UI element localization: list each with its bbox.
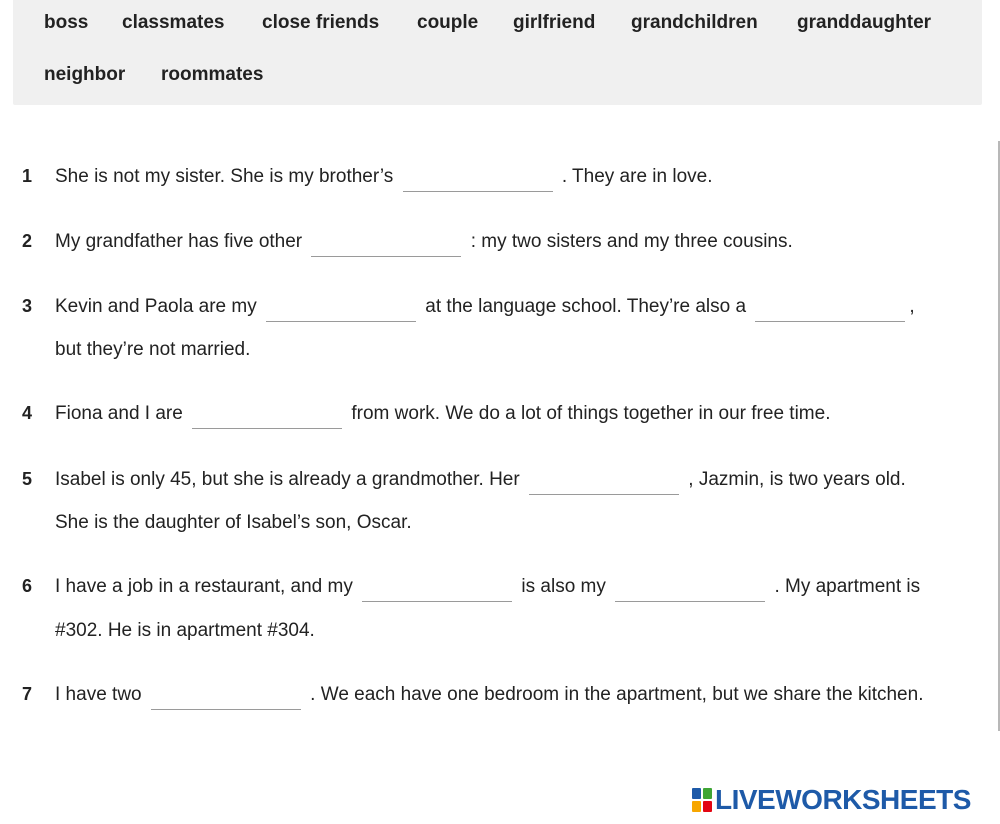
logo-square (703, 788, 712, 799)
word-bank-item: granddaughter (797, 12, 932, 33)
question-text: I have a job in a restaurant, and my (55, 576, 353, 597)
word-bank-item: couple (417, 12, 479, 33)
logo-square (692, 788, 701, 799)
question-number: 5 (22, 469, 33, 489)
question-text: Fiona and I are (55, 403, 183, 424)
question-text: but they’re not married. (55, 339, 251, 360)
answer-blank-5[interactable] (529, 472, 679, 495)
question-text: Kevin and Paola are my (55, 296, 257, 317)
question-3-line-1 (55, 295, 915, 322)
answer-blank-2[interactable] (311, 234, 461, 257)
question-number: 1 (22, 166, 33, 186)
question-text: . We each have one bedroom in the apartment, but we share the kitchen. (310, 684, 924, 705)
answer-blank-3a[interactable] (266, 299, 416, 322)
question-text: from work. We do a lot of things together in our free time. (351, 403, 831, 424)
question-text: She is not my sister. She is my brother’s (55, 166, 394, 187)
word-bank-item: girlfriend (513, 12, 596, 33)
word-bank-item: roommates (161, 64, 264, 85)
question-text: #302. He is in apartment #304. (55, 620, 315, 641)
question-text: is also my (521, 576, 606, 597)
question-6-line-1 (55, 575, 920, 602)
question-text: : my two sisters and my three cousins. (470, 231, 793, 252)
question-text: at the language school. They’re also a (425, 296, 747, 317)
word-bank-item: neighbor (44, 64, 126, 85)
question-text: . My apartment is (774, 576, 921, 597)
word-bank (13, 0, 982, 105)
answer-blank-4[interactable] (192, 406, 342, 429)
answer-blank-6a[interactable] (362, 579, 512, 602)
word-bank-item: boss (44, 12, 89, 33)
logo-text: LIVEWORKSHEETS (715, 784, 971, 815)
question-text: She is the daughter of Isabel’s son, Oscar. (55, 512, 412, 533)
question-text: My grandfather has five other (55, 231, 303, 252)
question-7-line-1 (55, 683, 923, 710)
question-5-line-1 (55, 468, 906, 495)
question-text: , Jazmin, is two years old. (688, 469, 906, 490)
word-bank-item: grandchildren (631, 12, 758, 33)
logo-square (703, 801, 712, 812)
logo-mark-icon (692, 788, 712, 812)
question-number: 7 (22, 684, 33, 704)
answer-blank-6b[interactable] (615, 579, 765, 602)
question-4-line-1 (55, 402, 830, 429)
answer-blank-1[interactable] (403, 169, 553, 192)
question-5-line-2 (55, 511, 412, 535)
question-number: 4 (22, 403, 33, 423)
question-text: . They are in love. (561, 166, 713, 187)
question-number: 2 (22, 231, 33, 251)
answer-blank-3b[interactable] (755, 299, 905, 322)
question-text: Isabel is only 45, but she is already a grandmother. Her (55, 469, 520, 490)
question-number: 3 (22, 296, 33, 316)
liveworksheets-logo (692, 784, 971, 816)
question-3-line-2 (55, 338, 250, 362)
answer-blank-7[interactable] (151, 687, 301, 710)
question-1-line-1 (55, 165, 713, 192)
word-bank-item: classmates (122, 12, 225, 33)
question-6-line-2 (55, 619, 315, 643)
word-bank-item: close friends (262, 12, 380, 33)
question-2-line-1 (55, 230, 793, 257)
question-number: 6 (22, 576, 33, 596)
question-text: I have two (55, 684, 142, 705)
question-text: , (909, 296, 915, 317)
logo-square (692, 801, 701, 812)
